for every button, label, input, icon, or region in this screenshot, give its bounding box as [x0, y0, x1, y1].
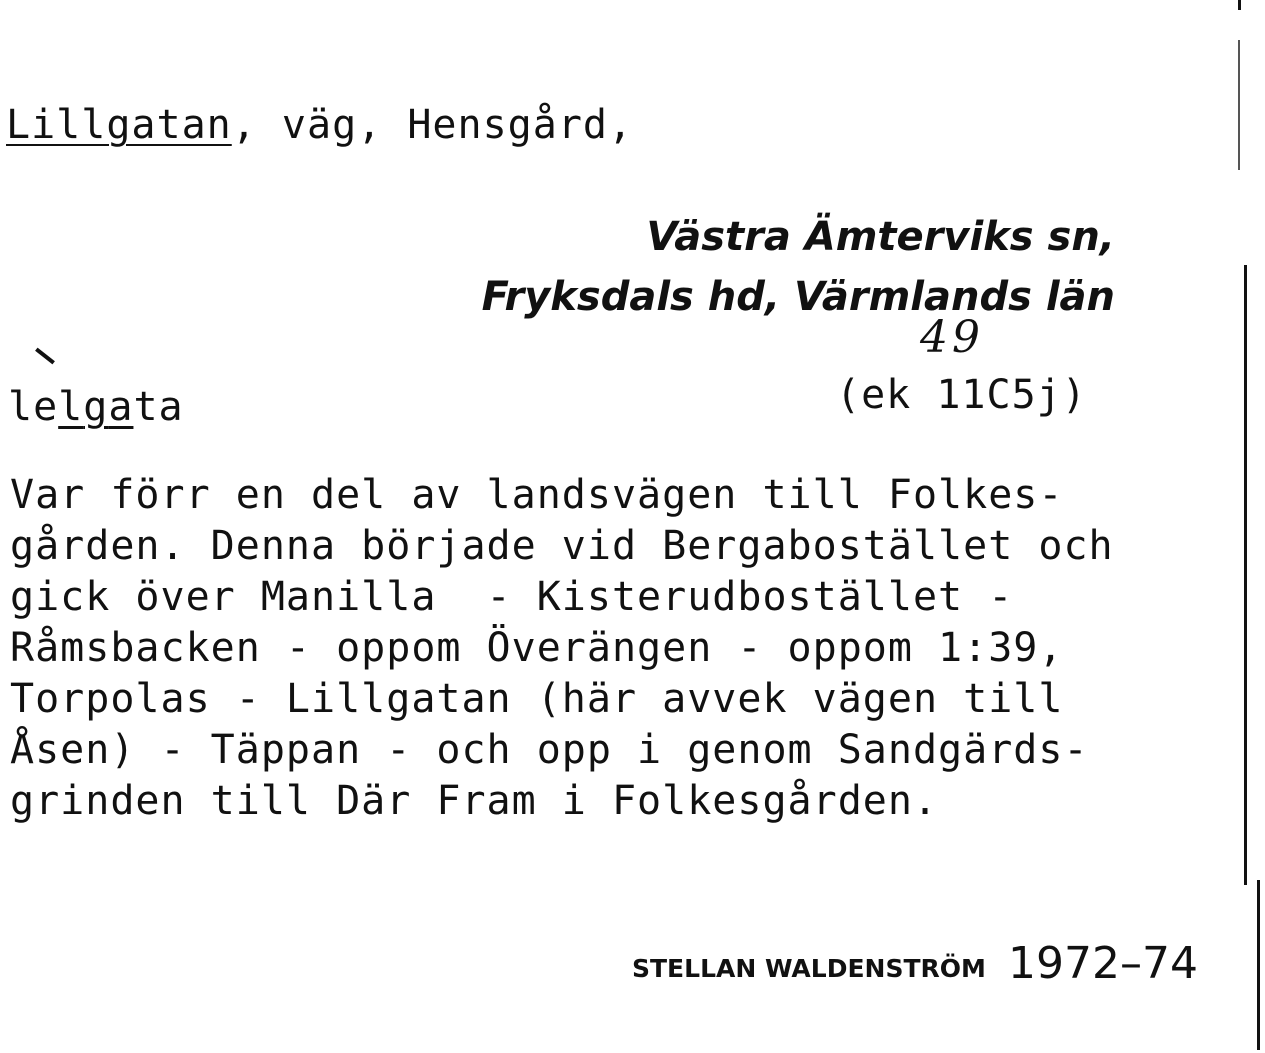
card-edge-line	[1257, 880, 1260, 1050]
card-edge-line	[1244, 265, 1247, 885]
description-text	[10, 470, 1114, 827]
collection-years: 1972–74	[1008, 938, 1198, 989]
headword: Lillgatan	[6, 102, 232, 148]
description-line: gården. Denna började vid Bergabostället och	[10, 523, 1114, 569]
locality-county: Fryksdals hd, Värmlands län	[481, 274, 1115, 320]
description-line: Var förr en del av landsvägen till Folkes-	[10, 472, 1064, 518]
pronunciation-part: le	[8, 384, 59, 430]
stress-accent-mark	[35, 348, 55, 365]
pronunciation-part-underlined: g	[83, 384, 109, 430]
pronunciation-part: ta	[133, 384, 184, 430]
description-line: Råmsbacken - oppom Överängen - oppom 1:39,	[10, 625, 1064, 671]
description-line: gick över Manilla - Kisterudbostället -	[10, 574, 1014, 620]
collector-signature: STELLAN WALDENSTRÖM	[632, 954, 986, 983]
description-line: Åsen) - Täppan - och opp i genom Sandgärds-	[10, 727, 1089, 773]
handwritten-number: 49	[920, 312, 984, 363]
pronunciation-part-underlined: l	[58, 384, 84, 430]
pronunciation	[8, 384, 184, 430]
description-line: Torpolas - Lillgatan (här avvek vägen till	[10, 676, 1064, 722]
description-line: grinden till Där Fram i Folkesgården.	[10, 778, 939, 824]
map-reference: (ek 11C5j)	[836, 372, 1087, 418]
card-edge-line	[1238, 0, 1241, 10]
headword-line	[6, 102, 633, 148]
headword-description: , väg, Hensgård,	[231, 102, 634, 148]
card-edge-line	[1238, 40, 1240, 170]
locality-parish: Västra Ämterviks sn,	[646, 214, 1115, 260]
pronunciation-part-underlined: a	[108, 384, 134, 430]
